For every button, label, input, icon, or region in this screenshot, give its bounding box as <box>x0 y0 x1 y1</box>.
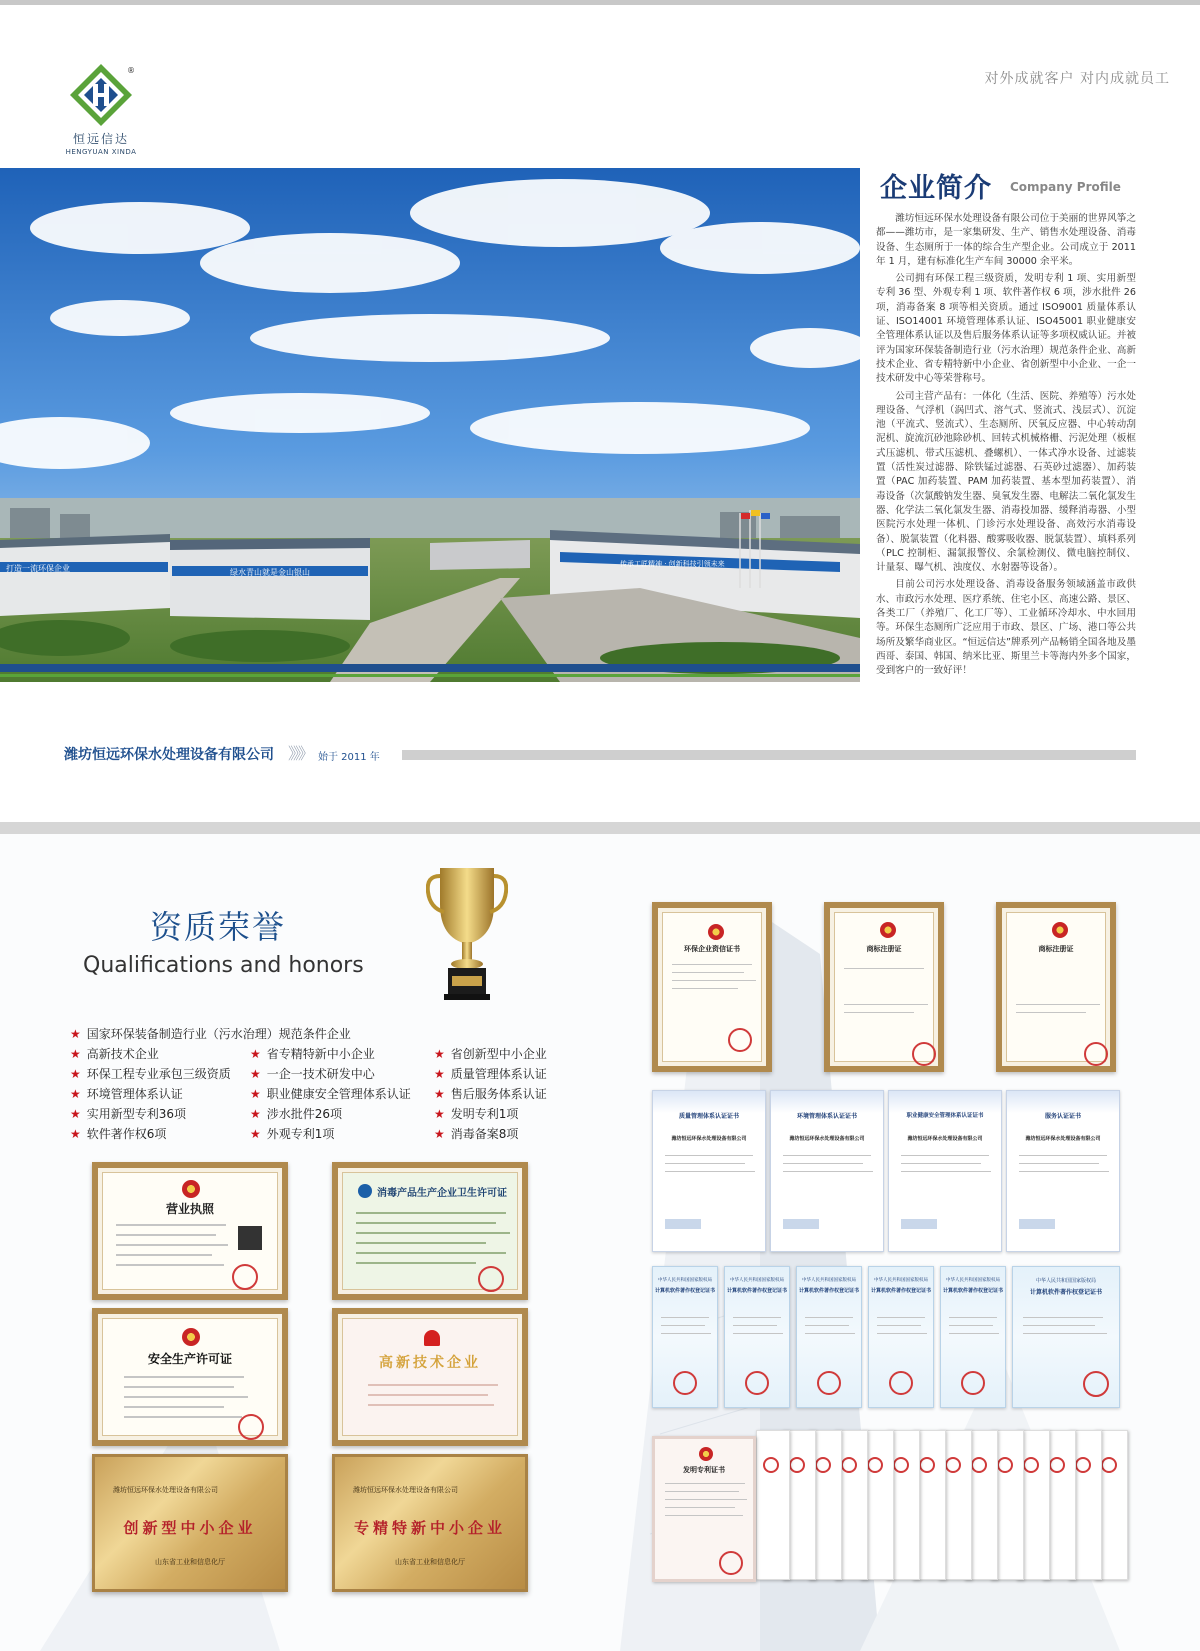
cert-title: 计算机软件著作权登记证书 <box>799 1288 860 1294</box>
honor-label: 环境管理体系认证 <box>86 1087 183 1101</box>
cert-company: 潍坊恒远环保水处理设备有限公司 <box>907 1136 983 1142</box>
cert-title: 计算机软件著作权登记证书 <box>1029 1289 1102 1296</box>
star-icon: ★ <box>434 1087 445 1101</box>
invention-patent-certificate <box>652 1436 756 1582</box>
software-copyright-certificate <box>940 1266 1006 1408</box>
plaque-issuer: 山东省工业和信息化厅 <box>155 1558 225 1566</box>
patent-certificate <box>756 1430 790 1580</box>
honor-item <box>250 1125 334 1142</box>
cert-title: 高新技术企业 <box>379 1355 481 1371</box>
cert-title: 消毒产品生产企业卫生许可证 <box>377 1188 507 1199</box>
cert-header: 中华人民共和国国家版权局 <box>874 1278 928 1283</box>
intro-paragraph: 目前公司污水处理设备、消毒设备服务领域涵盖市政供水、市政污水处理、医疗系统、住宅小区、高速公路、景区、各类工厂（养殖厂、化工厂等）、工业循环冷却水、中水回用等。环保生态厕所广泛应用于市政、景区、广场、港口等公共场所及繁华商业区。“恒远信达”牌系列产品畅销全国各地及墨西哥、泰国、韩国、纳米比亚、斯里兰卡等海内外多个国家，受到客户的一致好评！ <box>876 579 1136 677</box>
footer-company-name: 潍坊恒远环保水处理设备有限公司 <box>64 747 274 763</box>
logo-name-cn: 恒远信达 <box>72 132 129 146</box>
slogan: 对外成就客户 对内成就员工 <box>984 71 1170 87</box>
footer-arrows: 》》》 <box>288 744 312 763</box>
star-icon: ★ <box>70 1107 81 1121</box>
factory-photo <box>0 168 860 682</box>
disinfection-permit-certificate <box>332 1162 528 1300</box>
cert-logo-icon <box>783 1219 819 1229</box>
honor-label: 国家环保装备制造行业（污水治理）规范条件企业 <box>86 1027 351 1041</box>
iso-environment-certificate <box>770 1090 884 1252</box>
cert-company: 潍坊恒远环保水处理设备有限公司 <box>671 1136 747 1142</box>
honor-item <box>434 1045 547 1062</box>
cert-header: 中华人民共和国国家版权局 <box>1035 1278 1096 1284</box>
qualifications-title-cn: 资质荣誉 <box>150 908 287 946</box>
specialized-sme-plaque <box>332 1454 528 1592</box>
cert-title: 服务认证证书 <box>1044 1113 1081 1120</box>
page-divider <box>0 822 1200 834</box>
cert-company: 潍坊恒远环保水处理设备有限公司 <box>1025 1136 1101 1142</box>
intro-body <box>876 212 1136 682</box>
star-icon: ★ <box>250 1067 261 1081</box>
iso-health-safety-certificate <box>888 1090 1002 1252</box>
honor-item <box>70 1125 166 1142</box>
honor-label: 消毒备案8项 <box>450 1127 519 1141</box>
intro-subtitle: Company Profile <box>1010 180 1121 194</box>
honor-item <box>434 1125 518 1142</box>
honor-label: 环保工程专业承包三级资质 <box>86 1067 231 1081</box>
trophy-icon <box>426 864 508 1004</box>
star-icon: ★ <box>434 1047 445 1061</box>
star-icon: ★ <box>250 1047 261 1061</box>
cert-header: 中华人民共和国国家版权局 <box>802 1278 856 1283</box>
honor-label: 售后服务体系认证 <box>450 1087 547 1101</box>
star-icon: ★ <box>434 1067 445 1081</box>
intro-paragraph: 潍坊恒远环保水处理设备有限公司位于美丽的世界风筝之都——潍坊市，是一家集研发、生产、销售水处理设备、消毒设备、生态厕所于一体的综合生产型企业。公司成立于 2011 年 1 月，建有标准化生产车间 30000 余平米。 <box>876 213 1136 267</box>
software-copyright-certificate <box>868 1266 934 1408</box>
iso-quality-certificate <box>652 1090 766 1252</box>
footer-since: 始于 2011 年 <box>318 752 380 763</box>
honor-label: 职业健康安全管理体系认证 <box>266 1087 411 1101</box>
star-icon: ★ <box>250 1087 261 1101</box>
cert-title: 环境管理体系认证证书 <box>796 1113 857 1120</box>
plaque-title: 创新型中小企业 <box>123 1519 257 1537</box>
star-icon: ★ <box>70 1047 81 1061</box>
software-copyright-certificate <box>652 1266 718 1408</box>
honor-item <box>250 1045 375 1062</box>
cert-logo-icon <box>1019 1219 1055 1229</box>
cert-title: 计算机软件著作权登记证书 <box>655 1288 716 1294</box>
safety-permit-certificate <box>92 1308 288 1446</box>
service-certificate <box>1006 1090 1120 1252</box>
logo-name-en: HENGYUAN XINDA <box>65 148 137 156</box>
honor-item <box>434 1085 547 1102</box>
footer-bar <box>402 750 1136 760</box>
star-icon: ★ <box>70 1067 81 1081</box>
high-tech-enterprise-certificate <box>332 1308 528 1446</box>
honor-item <box>434 1105 518 1122</box>
honor-label: 涉水批件26项 <box>266 1107 343 1121</box>
honor-label: 省专精特新中小企业 <box>266 1047 375 1061</box>
cert-title: 计算机软件著作权登记证书 <box>943 1288 1004 1294</box>
banner-right-text: 传承工匠精神 · 创新科技引领未来 <box>620 560 725 568</box>
cert-title: 营业执照 <box>165 1202 214 1216</box>
honor-label: 高新技术企业 <box>86 1047 159 1061</box>
plaque-company: 潍坊恒远环保水处理设备有限公司 <box>353 1486 458 1494</box>
star-icon: ★ <box>434 1107 445 1121</box>
cert-title: 发明专利证书 <box>683 1465 725 1474</box>
honor-item <box>70 1045 159 1062</box>
honor-label: 省创新型中小企业 <box>450 1047 547 1061</box>
company-logo-icon <box>68 62 134 128</box>
software-copyright-certificate <box>724 1266 790 1408</box>
cert-title: 计算机软件著作权登记证书 <box>727 1288 788 1294</box>
plaque-company: 潍坊恒远环保水处理设备有限公司 <box>113 1486 218 1494</box>
trademark-certificate <box>824 902 944 1072</box>
cert-header: 中华人民共和国国家版权局 <box>658 1278 712 1283</box>
torch-emblem-icon <box>424 1330 440 1346</box>
cert-logo-icon <box>901 1219 937 1229</box>
honor-item <box>70 1085 183 1102</box>
honor-label: 质量管理体系认证 <box>450 1067 547 1081</box>
qualifications-title-en: Qualifications and honors <box>83 953 364 978</box>
qr-code-icon <box>238 1226 262 1250</box>
honor-label: 实用新型专利36项 <box>86 1107 187 1121</box>
innovative-sme-plaque <box>92 1454 288 1592</box>
cert-title: 商标注册证 <box>866 944 902 953</box>
top-divider <box>0 0 1200 5</box>
honor-item <box>250 1065 375 1082</box>
star-icon: ★ <box>250 1127 261 1141</box>
honor-item <box>250 1085 411 1102</box>
honor-label: 外观专利1项 <box>266 1127 335 1141</box>
star-icon: ★ <box>70 1087 81 1101</box>
honor-label: 发明专利1项 <box>450 1107 519 1121</box>
intro-paragraph: 公司拥有环保工程三级资质，发明专利 1 项、实用新型专利 36 型、外观专利 1 项、软件著作权 6 项，涉水批件 26 项，消毒备案 8 项等相关资质。通过 ISO9001 质量体系认证、ISO14001 环境管理体系认证、ISO45001 职业健康安全管理体系认证以及售后服务体系认证等多项权威认证。并被评为国家环保装备制造行业（污水治理）规范条件企业、高新技术企业、省专精特新中小企业、省创新型中小企业、一企一技术研发中心等荣誉称号。 <box>876 273 1136 385</box>
registered-mark: ® <box>127 66 135 75</box>
cert-title: 质量管理体系认证证书 <box>678 1113 739 1120</box>
honor-item <box>70 1025 351 1042</box>
honor-item <box>70 1105 186 1122</box>
honor-item <box>434 1065 547 1082</box>
cert-title: 计算机软件著作权登记证书 <box>871 1288 932 1294</box>
star-icon: ★ <box>70 1127 81 1141</box>
honor-label: 软件著作权6项 <box>86 1127 167 1141</box>
cert-title: 职业健康安全管理体系认证证书 <box>906 1113 984 1119</box>
cert-title: 环保企业资信证书 <box>684 944 740 953</box>
software-copyright-certificate <box>1012 1266 1120 1408</box>
cert-title: 安全生产许可证 <box>147 1352 232 1366</box>
business-license-certificate <box>92 1162 288 1300</box>
cert-company: 潍坊恒远环保水处理设备有限公司 <box>789 1136 865 1142</box>
banner-mid-text: 绿水青山就是金山银山 <box>230 568 310 577</box>
star-icon: ★ <box>250 1107 261 1121</box>
banner-left-text: 打造一流环保企业 <box>6 564 70 573</box>
cert-header: 中华人民共和国国家版权局 <box>730 1278 784 1283</box>
star-icon: ★ <box>70 1027 81 1041</box>
cert-title: 商标注册证 <box>1038 944 1074 953</box>
intro-paragraph: 公司主营产品有：一体化（生活、医院、养殖等）污水处理设备、气浮机（涡凹式、溶气式、竖流式、浅层式）、沉淀池（平流式、竖流式）、生态厕所、厌氧反应器、中心转动刮泥机、旋流沉砂池除砂机、回转式机械格栅、污泥处理（板框式压滤机、带式压滤机、叠螺机）、一体式净水设备、过滤装置（活性炭过滤器、除铁锰过滤器、石英砂过滤器）、加药装置（PAC 加药装置、PAM 加药装置、基本型加药装置）、消毒设备（次氯酸钠发生器、臭氧发生器、电解法二氧化氯发生器、化学法二氧化氯发生器、消毒投加器、缓释消毒器、小型医院污水处理一体机、门诊污水处理设备、高效污水消毒设备）、脱氯装置（化料器、酸雾吸收器、脱氯装置）、填料系列（PLC 控制柜、漏氯报警仪、余氯检测仪、微电脑控制仪、计量泵、曝气机、浊度仪、水射器等设备）。 <box>876 390 1136 574</box>
environmental-credit-certificate <box>652 902 772 1072</box>
plaque-issuer: 山东省工业和信息化厅 <box>395 1558 465 1566</box>
cert-logo-icon <box>665 1219 701 1229</box>
honor-item <box>250 1105 342 1122</box>
intro-title: 企业简介 <box>880 173 992 204</box>
honor-label: 一企一技术研发中心 <box>266 1067 375 1081</box>
honor-item <box>70 1065 231 1082</box>
star-icon: ★ <box>434 1127 445 1141</box>
trademark-certificate <box>996 902 1116 1072</box>
plaque-title: 专精特新中小企业 <box>353 1519 506 1537</box>
cert-header: 中华人民共和国国家版权局 <box>946 1278 1000 1283</box>
software-copyright-certificate <box>796 1266 862 1408</box>
